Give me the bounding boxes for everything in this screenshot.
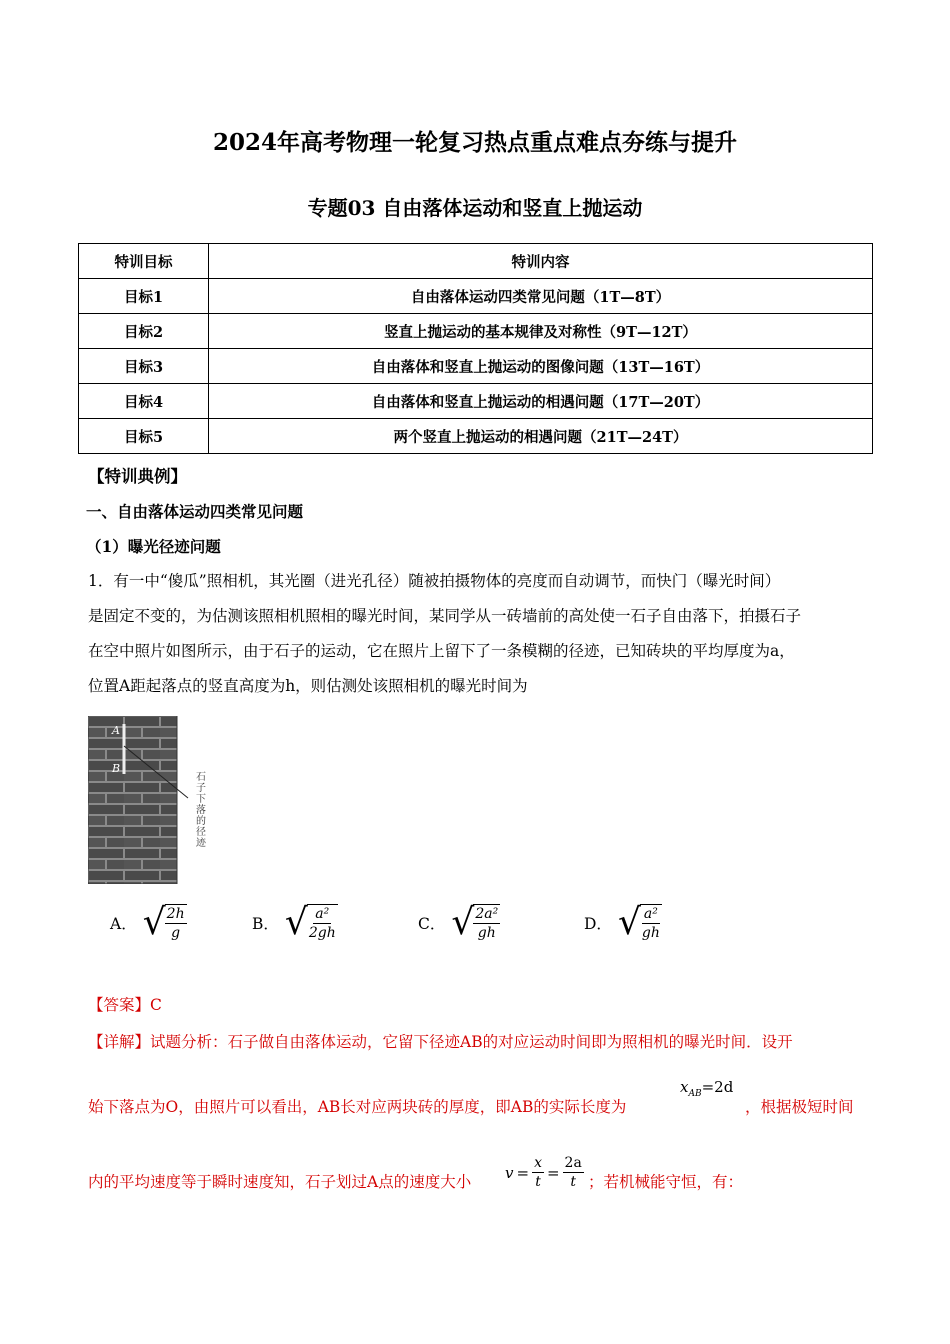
examples-heading: 【特训典例】 xyxy=(88,467,187,486)
question-line: 在空中照片如图所示，由于石子的运动，它在照片上留下了一条模糊的径迹，已知砖块的平均厚度为a， xyxy=(88,642,795,660)
answer-line xyxy=(88,993,162,1015)
detail-text-tail: ；若机械能守恒，有： xyxy=(588,1173,744,1191)
table-row xyxy=(79,419,873,454)
option-label: C． xyxy=(418,915,446,933)
table-row xyxy=(79,279,873,314)
table-cell-target: 目标4 xyxy=(79,384,209,419)
option-label: D． xyxy=(584,915,612,933)
formula-velocity: v = $\frac{x}{t}$ = $\frac{2a}{t}$ xyxy=(505,1155,582,1190)
detail-text-tail: ，根据极短时间 xyxy=(745,1098,854,1116)
question-text xyxy=(88,564,868,704)
table-cell-target: 目标1 xyxy=(79,279,209,314)
question-line: 1．有一中“傻瓜”照相机，其光圈（进光孔径）随被拍摄物体的亮度而自动调节，而快门（曝光时间） xyxy=(88,572,781,590)
table-cell-content: 竖直上抛运动的基本规律及对称性（9T—12T） xyxy=(209,314,873,349)
page-subtitle: 专题03 自由落体运动和竖直上抛运动 xyxy=(307,196,643,220)
table-cell-target: 目标5 xyxy=(79,419,209,454)
table-header-row xyxy=(79,244,873,279)
sqrt-expression: √ $\frac{\text{2a²}}{gh}$ xyxy=(451,902,499,943)
sqrt-expression: √ $\frac{\text{a²}}{gh}$ xyxy=(617,902,660,943)
detail-line-1 xyxy=(88,1030,868,1052)
table-row xyxy=(79,314,873,349)
subsection-heading: （1）曝光径迹问题 xyxy=(86,537,221,556)
table-cell-target: 目标3 xyxy=(79,349,209,384)
answer-value: C xyxy=(150,996,162,1014)
section-heading: 一、自由落体运动四类常见问题 xyxy=(86,502,304,521)
option-label: A． xyxy=(110,915,137,933)
detail-line-3: 内的平均速度等于瞬时速度知，石子划过A点的速度大小 xyxy=(88,1173,472,1191)
table-cell-content: 自由落体和竖直上抛运动的相遇问题（17T—20T） xyxy=(209,384,873,419)
figure-label-a: A xyxy=(112,724,120,737)
question-line: 位置A距起落点的竖直高度为h，则估测处该照相机的曝光时间为 xyxy=(88,677,528,695)
option-a[interactable] xyxy=(110,904,187,942)
targets-table xyxy=(78,243,873,454)
sqrt-expression: √ $\frac{2h}{g}$ xyxy=(142,902,185,943)
table-header-cell: 特训目标 xyxy=(79,244,209,279)
brick-wall-figure xyxy=(88,716,228,884)
page-title: 2024年高考物理一轮复习热点重点难点夯练与提升 xyxy=(212,129,737,156)
table-cell-content: 两个竖直上抛运动的相遇问题（21T—24T） xyxy=(209,419,873,454)
answer-label: 【答案】 xyxy=(88,996,151,1014)
option-c[interactable] xyxy=(418,904,500,942)
table-row xyxy=(79,349,873,384)
detail-text: 试题分析：石子做自由落体运动，它留下径迹AB的对应运动时间即为照相机的曝光时间．设开 xyxy=(150,1033,793,1051)
table-row xyxy=(79,384,873,419)
formula-xab: $x_{AB}=2d$ xyxy=(680,1078,734,1099)
figure-label-b: B xyxy=(112,762,121,775)
table-header-cell: 特训内容 xyxy=(209,244,873,279)
figure-caption: 石子下落的径迹 xyxy=(196,772,206,849)
table-cell-target: 目标2 xyxy=(79,314,209,349)
option-b[interactable] xyxy=(252,904,338,942)
table-cell-content: 自由落体运动四类常见问题（1T—8T） xyxy=(209,279,873,314)
detail-label: 【详解】 xyxy=(88,1033,151,1051)
sqrt-expression: √ $\frac{\text{a²}}{2gh}$ xyxy=(284,902,336,943)
option-d[interactable] xyxy=(584,904,662,942)
question-line: 是固定不变的，为估测该照相机照相的曝光时间，某同学从一砖墙前的高处使一石子自由落下，拍摄石子 xyxy=(88,607,802,625)
option-label: B． xyxy=(252,915,279,933)
detail-text: 始下落点为O，由照片可以看出，AB长对应两块砖的厚度，即AB的实际长度为 xyxy=(88,1098,627,1116)
table-cell-content: 自由落体和竖直上抛运动的图像问题（13T—16T） xyxy=(209,349,873,384)
